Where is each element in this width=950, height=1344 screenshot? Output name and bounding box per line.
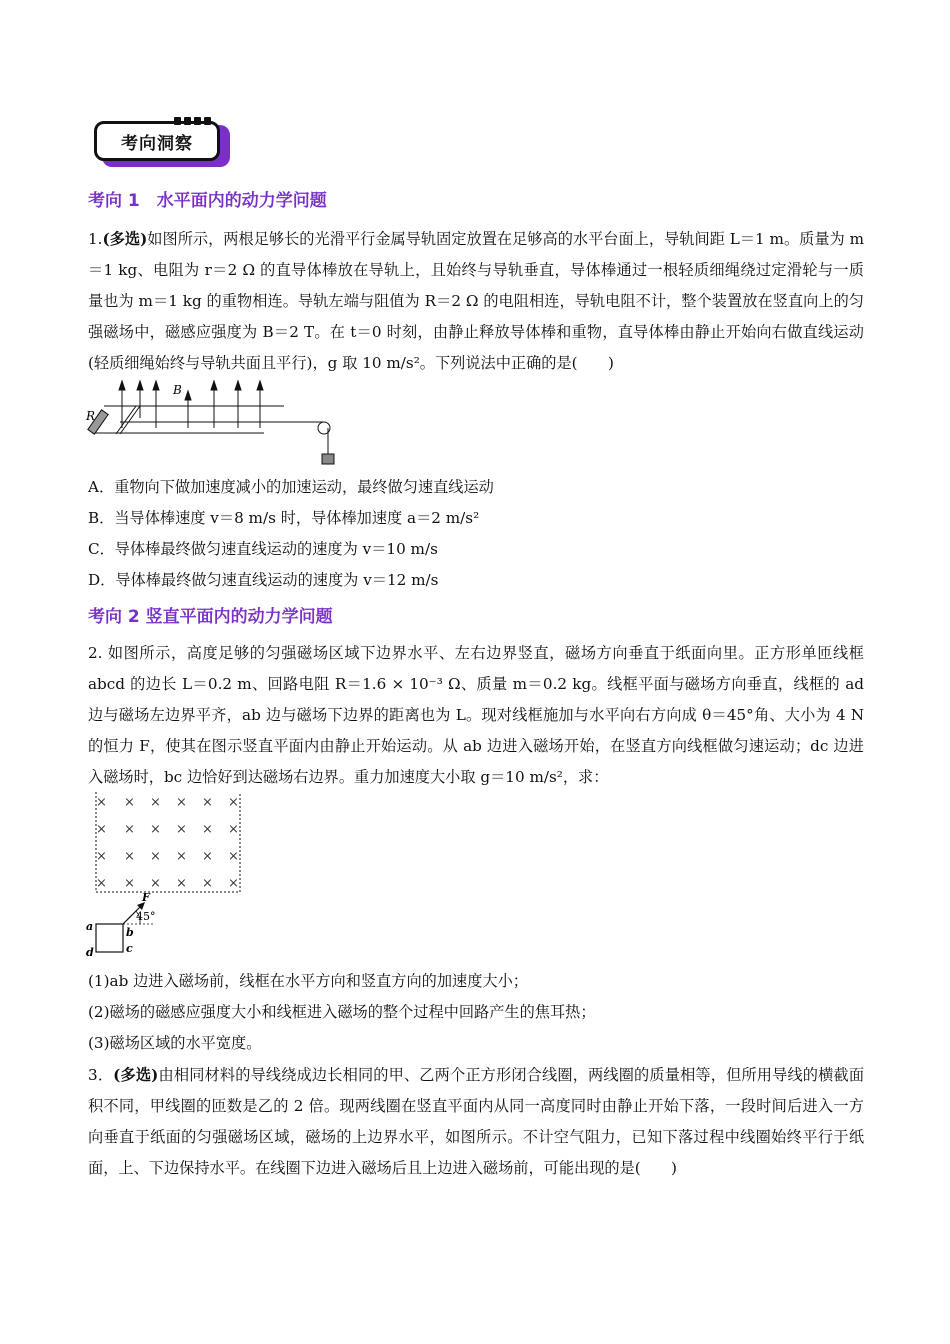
q1-option-c: C．导体棒最终做匀速直线运动的速度为 v＝10 m/s: [88, 540, 438, 558]
svg-text:×: ×: [150, 849, 161, 864]
svg-text:×: ×: [96, 795, 107, 810]
svg-text:×: ×: [176, 876, 187, 891]
badge-tabs: [174, 117, 214, 125]
svg-text:c: c: [126, 942, 133, 955]
svg-text:d: d: [86, 946, 94, 959]
section-1-title: 考向 1 水平面内的动力学问题: [88, 191, 327, 211]
q2-sub-1: (1)ab 边进入磁场前，线框在水平方向和竖直方向的加速度大小；: [88, 972, 528, 990]
q1-option-b: B．当导体棒速度 v＝8 m/s 时，导体棒加速度 a＝2 m/s²: [88, 509, 480, 527]
square-frame: [96, 924, 123, 952]
svg-text:×: ×: [202, 876, 213, 891]
question-1-text: [88, 224, 864, 379]
label-R: R: [86, 409, 96, 423]
svg-text:×: ×: [176, 795, 187, 810]
q1-tag: (多选): [102, 230, 148, 248]
svg-text:×: ×: [228, 822, 239, 837]
q1-option-a: A．重物向下做加速度减小的加速运动，最终做匀速直线运动: [88, 478, 494, 496]
label-angle: 45°: [136, 910, 156, 923]
label-B: B: [173, 383, 182, 397]
svg-text:×: ×: [124, 849, 135, 864]
svg-text:×: ×: [202, 849, 213, 864]
svg-text:×: ×: [124, 876, 135, 891]
q1-body: 如图所示，两根足够长的光滑平行金属导轨固定放置在足够高的水平台面上，导轨间距 L＝1 m。质量为 m＝1 kg、电阻为 r＝2 Ω 的直导体棒放在导轨上，且始终与导轨垂直，导体棒通过一根轻质细绳绕过定滑轮与一质量也为 m＝1 kg 的重物相连。导轨左端与阻值为 R＝2 Ω 的电阻相连，导轨电阻不计，整个装置放在竖直向上的匀强磁场中，磁感应强度为 B＝2 T。在 t＝0 时刻，由静止释放导体棒和重物，直导体棒由静止开始向右做直线运动(轻质细绳始终与导轨共面且平行)，g 取 10 m/s²。下列说法中正确的是( ): [88, 230, 864, 372]
svg-text:×: ×: [124, 795, 135, 810]
q1-number: 1.: [88, 230, 103, 248]
svg-text:×: ×: [176, 822, 187, 837]
magnetic-field-arrows: [119, 381, 263, 428]
svg-text:×: ×: [96, 876, 107, 891]
q2-sub-3: (3)磁场区域的水平宽度。: [88, 1034, 262, 1052]
q3-number: 3．: [88, 1066, 114, 1084]
svg-text:×: ×: [202, 795, 213, 810]
svg-text:×: ×: [150, 795, 161, 810]
svg-text:×: ×: [176, 849, 187, 864]
svg-text:×: ×: [228, 795, 239, 810]
q3-tag: (多选): [113, 1066, 159, 1084]
resistor-symbol: [85, 409, 108, 434]
svg-text:a: a: [86, 920, 94, 933]
figure-rails-pulley: [84, 378, 344, 468]
section-2-title: 考向 2 竖直平面内的动力学问题: [88, 607, 333, 627]
label-F: F: [142, 891, 150, 904]
q3-body: 由相同材料的导线绕成边长相同的甲、乙两个正方形闭合线圈，两线圈的质量相等，但所用导线的横截面积不同，甲线圈的匝数是乙的 2 倍。现两线圈在竖直平面内从同一高度同时由静止开始下落，一段时间后进入一方向垂直于纸面的匀强磁场区域，磁场的上边界水平，如图所示。不计空气阻力，已知下落过程中线圈始终平行于纸面，上、下边保持水平。在线圈下边进入磁场后且上边进入磁场前，可能出现的是( ): [88, 1066, 865, 1177]
svg-text:×: ×: [96, 849, 107, 864]
svg-text:×: ×: [228, 876, 239, 891]
question-2-text: 2. 如图所示，高度足够的匀强磁场区域下边界水平、左右边界竖直，磁场方向垂直于纸面向里。正方形单匝线框 abcd 的边长 L＝0.2 m、回路电阻 R＝1.6 × 10⁻³ Ω、质量 m＝0.2 kg。线框平面与磁场方向垂直，线框的 ad 边与磁场左边界平齐，ab 边与磁场下边界的距离也为 L。现对线框施加与水平向右方向成 θ＝45°角、大小为 4 N 的恒力 F，使其在图示竖直平面内由静止开始运动。从 ab 边进入磁场开始，在竖直方向线框做匀速运动；dc 边进入磁场时，bc 边恰好到达磁场右边界。重力加速度大小取 g＝10 m/s²，求：: [88, 644, 864, 786]
q2-sub-2: (2)磁场的磁感应强度大小和线框进入磁场的整个过程中回路产生的焦耳热；: [88, 1003, 596, 1021]
svg-text:b: b: [126, 926, 134, 939]
figure-field-square-frame: [84, 790, 254, 960]
q1-option-d: D．导体棒最终做匀速直线运动的速度为 v＝12 m/s: [88, 571, 439, 589]
hanging-weight: [322, 454, 334, 464]
svg-text:×: ×: [228, 849, 239, 864]
svg-text:×: ×: [150, 876, 161, 891]
svg-text:×: ×: [96, 822, 107, 837]
svg-text:×: ×: [150, 822, 161, 837]
badge-label: 考向洞察: [94, 121, 220, 161]
svg-text:×: ×: [202, 822, 213, 837]
section-badge: [94, 117, 234, 173]
field-crosses: [96, 795, 239, 891]
question-3-text: [88, 1060, 864, 1184]
svg-text:×: ×: [124, 822, 135, 837]
